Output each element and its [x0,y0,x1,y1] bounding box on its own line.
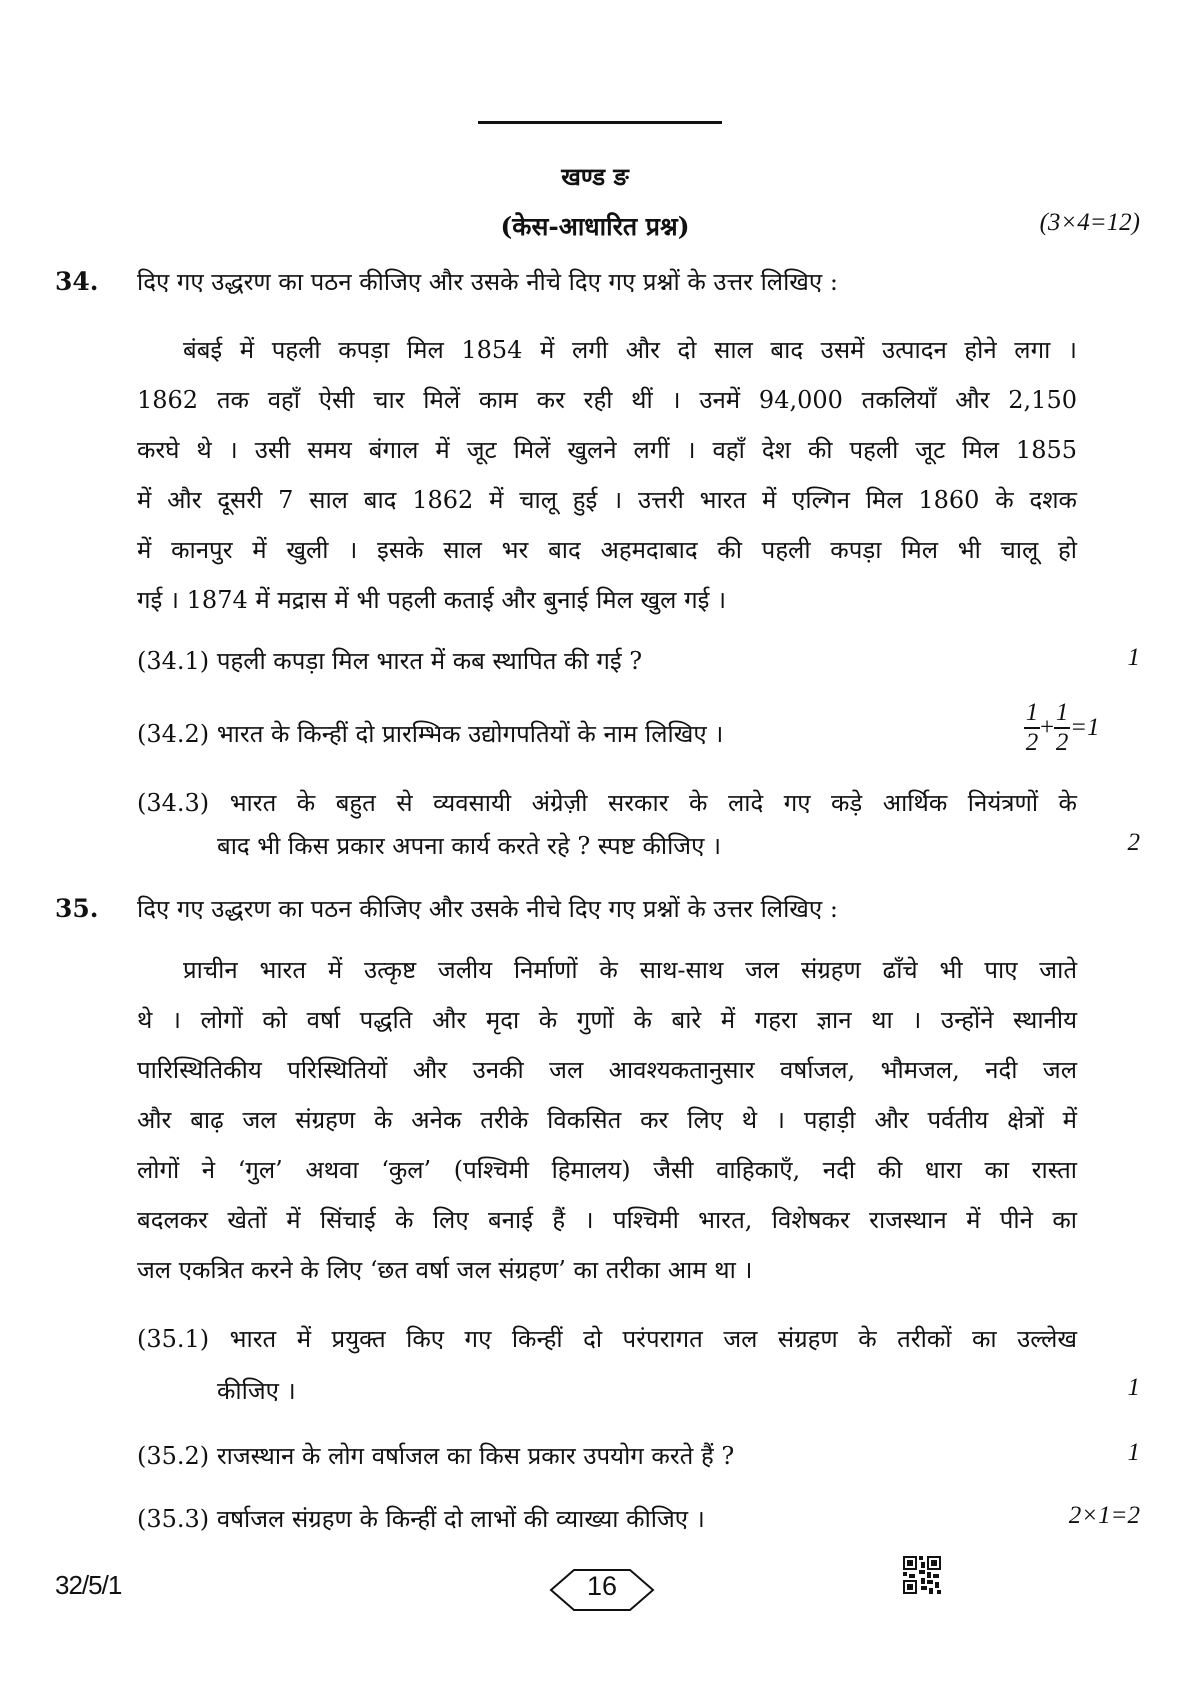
passage-line: प्राचीन भारत में उत्कृष्ट जलीय निर्माणों के साथ-साथ जल संग्रहण ढाँचे भी पाए जाते [183,956,1077,984]
subquestion-label: (34.2) [137,720,210,748]
section-title: खण्ड ङ [561,162,629,191]
passage-line: और बाढ़ जल संग्रहण के अनेक तरीके विकसित कर लिए थे । पहाड़ी और पर्वतीय क्षेत्रों में [137,1106,1077,1134]
fraction-half: $\frac{1}{2}$ [1025,699,1039,756]
subquestion-text-continued: बाद भी किस प्रकार अपना कार्य करते रहे ? स्पष्ट कीजिए । [217,832,722,860]
fraction-half: $\frac{1}{2}$ [1055,699,1069,756]
subquestion-label: (34.3) [137,789,210,817]
subquestion-marks: 1 [1127,644,1140,671]
question-34-instruction: दिए गए उद्धरण का पठन कीजिए और उसके नीचे दिए गए प्रश्नों के उत्तर लिखिए : [137,268,838,296]
section-marks: (3×4=12) [1039,209,1140,236]
passage-line: जल एकत्रित करने के लिए ‘छत वर्षा जल संग्रहण’ का तरीका आम था । [137,1256,753,1284]
passage-line: में कानपुर में खुली । इसके साल भर बाद अहमदाबाद की पहली कपड़ा मिल भी चालू हो [137,536,1077,564]
page-number: 16 [586,1571,618,1601]
subquestion-text: भारत में प्रयुक्त किए गए किन्हीं दो परंपरागत जल संग्रहण के तरीकों का उल्लेख [229,1325,1077,1353]
passage-line: बंबई में पहली कपड़ा मिल 1854 में लगी और दो साल बाद उसमें उत्पादन होने लगा । [183,336,1077,364]
subquestion-marks-fraction: $\frac{1}{2}$ + $\frac{1}{2}$ =1 [1025,699,1100,756]
subquestion-label: (35.2) [137,1442,210,1470]
section-divider-rule [478,121,722,124]
qr-code-icon [903,1556,941,1594]
passage-line: में और दूसरी 7 साल बाद 1862 में चालू हुई । उत्तरी भारत में एल्गिन मिल 1860 के दशक [137,486,1077,514]
question-number-34: 34. [55,267,99,296]
paper-code: 32/5/1 [55,1570,122,1600]
passage-line: करघे थे । उसी समय बंगाल में जूट मिलें खुलने लगीं । वहाँ देश की पहली जूट मिल 1855 [137,436,1077,464]
subquestion-text: भारत के किन्हीं दो प्रारम्भिक उद्योगपतियों के नाम लिखिए । [216,720,724,748]
passage-line: थे । लोगों को वर्षा पद्धति और मृदा के गुणों के बारे में गहरा ज्ञान था । उन्होंने स्थानीय [137,1006,1077,1034]
subquestion-label: (35.3) [137,1505,210,1533]
passage-line: पारिस्थितिकीय परिस्थितियों और उनकी जल आवश्यकतानुसार वर्षाजल, भौमजल, नदी जल [137,1056,1077,1084]
subquestion-text: पहली कपड़ा मिल भारत में कब स्थापित की गई ? [216,647,643,675]
subquestion-text: वर्षाजल संग्रहण के किन्हीं दो लाभों की व्याख्या कीजिए । [216,1505,705,1533]
subquestion-text: भारत के बहुत से व्यवसायी अंग्रेज़ी सरकार के लादे गए कड़े आर्थिक नियंत्रणों के [229,789,1077,817]
passage-line: 1862 तक वहाँ ऐसी चार मिलें काम कर रही थीं । उनमें 94,000 तकलियाँ और 2,150 [137,386,1077,414]
question-number-35: 35. [55,894,99,923]
passage-line: बदलकर खेतों में सिंचाई के लिए बनाई हैं । पश्चिमी भारत, विशेषकर राजस्थान में पीने का [137,1206,1077,1234]
subquestion-marks: 1 [1127,1439,1140,1466]
subquestion-marks: 2 [1127,829,1140,856]
section-subtitle: (केस-आधारित प्रश्न) [500,212,690,241]
question-35-instruction: दिए गए उद्धरण का पठन कीजिए और उसके नीचे दिए गए प्रश्नों के उत्तर लिखिए : [137,895,838,923]
subquestion-label: (34.1) [137,647,210,675]
passage-line: लोगों ने ‘गुल’ अथवा ‘कुल’ (पश्चिमी हिमालय) जैसी वाहिकाएँ, नदी की धारा का रास्ता [137,1156,1077,1184]
subquestion-label: (35.1) [137,1325,210,1353]
subquestion-text: राजस्थान के लोग वर्षाजल का किस प्रकार उपयोग करते हैं ? [216,1442,735,1470]
passage-line: गई । 1874 में मद्रास में भी पहली कताई और बुनाई मिल खुल गई । [137,586,727,614]
subquestion-marks: 2×1=2 [1068,1502,1140,1529]
subquestion-text-continued: कीजिए । [217,1377,296,1405]
subquestion-marks: 1 [1127,1374,1140,1401]
